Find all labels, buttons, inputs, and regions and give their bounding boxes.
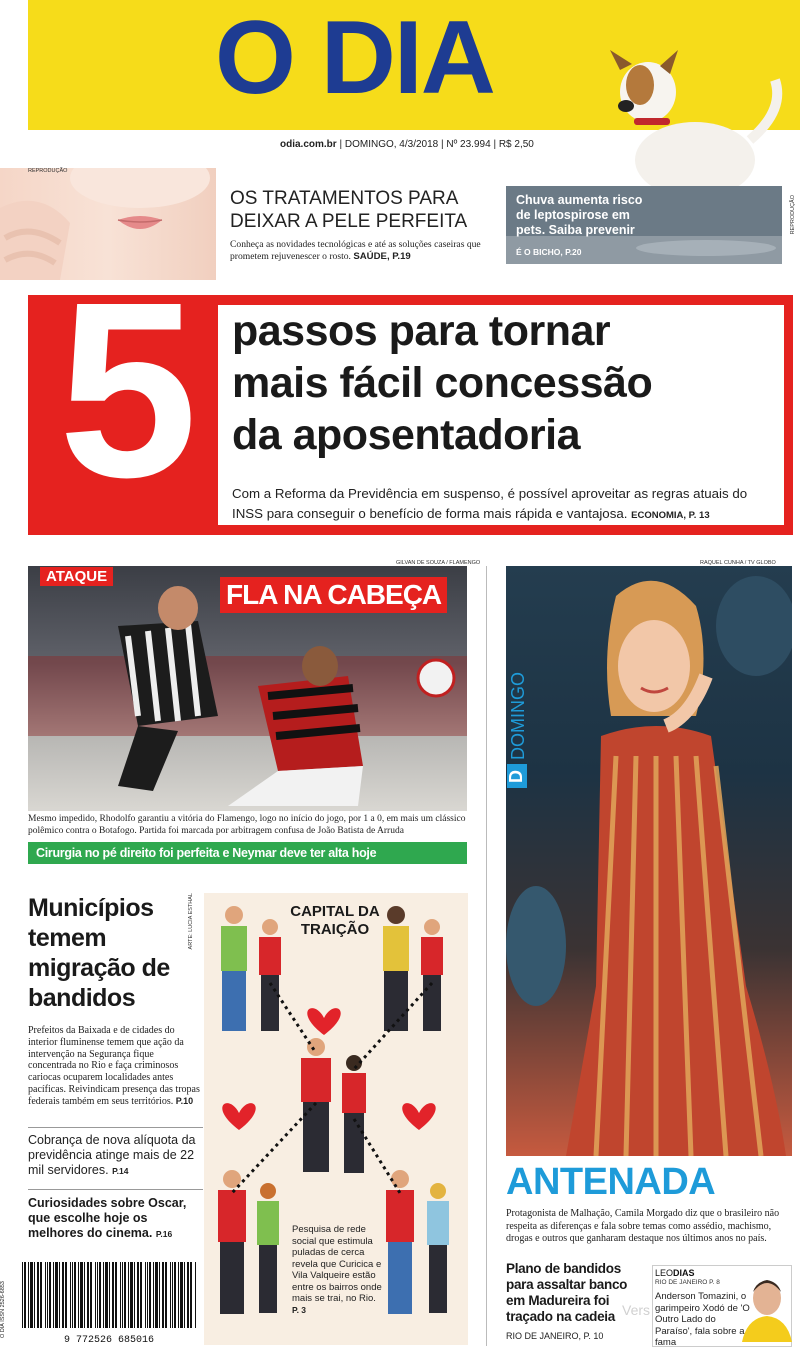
barcode-bar (47, 1262, 48, 1328)
issue-info (280, 139, 534, 150)
municipios-summary-text: Prefeitos da Baixada e de cidades do interior fluminense temem que ação da intervenção na Segurança fique concentrada no Rio e faça criminosos cariocas ocuparem localidades antes pacíficas. Reivindicam presença das tropas federais também em seus territórios. (28, 1025, 200, 1107)
barcode-bar (130, 1262, 133, 1328)
barcode-bar (72, 1262, 73, 1328)
page-ref[interactable]: SAÚDE, P.19 (353, 251, 411, 262)
heart-icon (402, 1103, 435, 1130)
barcode-bar (45, 1262, 46, 1328)
newspaper-logo[interactable]: O DIA (215, 0, 494, 116)
photo-credit: RAQUEL CUNHA / TV GLOBO (700, 560, 776, 566)
separator: | (441, 139, 444, 150)
barcode-bar (159, 1262, 160, 1328)
municipios-headline[interactable]: Municípios temem migração de bandidos (28, 894, 170, 1012)
issue-number: Nº 23.994 (446, 139, 491, 150)
infographic-title-line: TRAIÇÃO (300, 921, 370, 938)
couple-bottom-right (386, 1170, 449, 1314)
barcode-bar (128, 1262, 129, 1328)
barcode-bar (24, 1262, 26, 1328)
barcode-bar (97, 1262, 98, 1328)
actress-photo[interactable] (506, 566, 792, 1156)
main-headline-line: da aposentadoria (232, 411, 581, 459)
page-ref[interactable]: É O BICHO, P.20 (516, 247, 582, 257)
divider (28, 1127, 203, 1128)
barcode-bar (145, 1262, 146, 1328)
watermark: Vers (622, 1302, 651, 1318)
page-ref[interactable]: P.14 (112, 1166, 129, 1176)
issue-date: DOMINGO, 4/3/2018 (344, 139, 439, 150)
barcode-bar (122, 1262, 123, 1328)
barcode-bar (165, 1262, 167, 1328)
columnist-teaser[interactable]: Anderson Tomazini, o garimpeiro Xodó de 'O Outro Lado do Paraíso', fala sobre a fama (655, 1291, 750, 1348)
infographic-summary (292, 1224, 382, 1316)
barcode-bar (180, 1262, 183, 1328)
separator: | (339, 139, 343, 150)
domingo-logo-letter: D (506, 770, 526, 783)
columnist-ref: RIO DE JANEIRO P. 8 (655, 1279, 720, 1286)
barcode-bar (149, 1262, 151, 1328)
issn-text: O DIA ISSN 2526-6853 (0, 1281, 6, 1338)
couple-bottom-left (218, 1170, 279, 1314)
barcode-bar (134, 1262, 135, 1328)
barcode-bar (80, 1262, 83, 1328)
skin-summary-text: Conheça as novidades tecnológicas e até as soluções caseiras que prometem rejuvenescer o rosto. (230, 239, 481, 262)
main-summary (232, 484, 780, 526)
domingo-summary: Protagonista de Malhação, Camila Morgado diz que o brasileiro não respeita as diferenças e fala sobre temas como assédio, machismo, drogas e outros que ganharam destaque nos últimos anos no país. (506, 1208, 780, 1244)
columnist-name-prefix: LEO (655, 1268, 674, 1278)
plano-headline[interactable]: Plano de bandidos para assaltar banco em Madureira foi traçado na cadeia (506, 1261, 628, 1324)
barcode-bar (30, 1262, 33, 1328)
sports-headline[interactable]: FLA NA CABEÇA (220, 577, 447, 613)
photo-credit: GILVAN DE SOUZA / FLAMENGO (396, 560, 481, 566)
barcode-bar (178, 1262, 179, 1328)
barcode-bar (62, 1262, 64, 1328)
page-ref[interactable]: P. 3 (292, 1304, 307, 1315)
infographic-summary-text: Pesquisa de rede social que estimula puladas de cerca revela que Curicica e Vila Valqueire estão entre os bairros onde mais se trai, no Rio. (292, 1224, 382, 1304)
barcode-bar (55, 1262, 58, 1328)
section-tag: ATAQUE (40, 567, 113, 586)
municipios-summary (28, 1025, 203, 1108)
barcode-bar (195, 1262, 196, 1328)
pets-headline[interactable]: Chuva aumenta risco de leptospirose em pets. Saiba prevenir (516, 193, 643, 237)
neymar-headline[interactable]: Cirurgia no pé direito foi perfeita e Neymar deve ter alta hoje (28, 842, 467, 864)
barcode-bar (190, 1262, 192, 1328)
barcode-bar (105, 1262, 108, 1328)
site-link[interactable]: odia.com.br (280, 139, 337, 150)
barcode-bar (70, 1262, 71, 1328)
barcode-bar (87, 1262, 89, 1328)
page-ref[interactable]: P.16 (155, 1229, 173, 1239)
barcode-bar (53, 1262, 54, 1328)
page-ref[interactable]: RIO DE JANEIRO, P. 10 (506, 1331, 604, 1341)
barcode-bar (120, 1262, 121, 1328)
infographic-title[interactable] (270, 903, 400, 939)
barcode-bar (84, 1262, 85, 1328)
column-divider (486, 566, 487, 1346)
domingo-headline[interactable]: ANTENADA (506, 1161, 716, 1203)
page-ref[interactable]: ECONOMIA, P. 13 (631, 510, 710, 521)
barcode-bar (153, 1262, 154, 1328)
heart-icon (222, 1103, 255, 1130)
barcode-bar (172, 1262, 173, 1328)
barcode-bar (34, 1262, 35, 1328)
barcode-bar (124, 1262, 126, 1328)
actress-illustration (506, 566, 792, 1156)
aliquota-headline[interactable] (28, 1133, 203, 1179)
barcode-bar (115, 1262, 117, 1328)
couple-center (301, 1038, 366, 1173)
divider (28, 1189, 203, 1190)
barcode-bar (37, 1262, 39, 1328)
sports-caption: Mesmo impedido, Rhodolfo garantiu a vitória do Flamengo, logo no início do jogo, por 1 a 0, em mais um clássico polêmico contra o Botafogo. Partida foi marcada por arbitragem confusa de João Batista de Arruda (28, 814, 466, 836)
barcode-bar (49, 1262, 51, 1328)
separator: | (493, 139, 497, 150)
columnist-name[interactable] (655, 1268, 695, 1278)
barcode-bar (170, 1262, 171, 1328)
heart-icon (307, 1008, 340, 1035)
photo-credit: REPRODUÇÃO (790, 195, 796, 235)
art-credit: ARTE: LUCIA ESTHAL (188, 893, 194, 950)
barcode-bar (74, 1262, 76, 1328)
barcode-bar (22, 1262, 23, 1328)
photo-credit: REPRODUÇÃO (28, 168, 68, 174)
barcode-bar (187, 1262, 189, 1328)
barcode-bar (78, 1262, 79, 1328)
barcode-digits: 9 772526 685016 (63, 1335, 155, 1346)
columnist-name-suffix: DIAS (673, 1268, 695, 1278)
barcode-bar (103, 1262, 104, 1328)
barcode-bar (112, 1262, 114, 1328)
barcode-bar (174, 1262, 176, 1328)
skin-summary (230, 239, 500, 263)
barcode-bar (137, 1262, 139, 1328)
page-ref[interactable]: P.10 (175, 1095, 194, 1106)
issue-price: R$ 2,50 (498, 139, 534, 150)
domingo-label-text: DOMINGO (508, 672, 528, 760)
barcode-bar (59, 1262, 60, 1328)
barcode-bar (99, 1262, 101, 1328)
skin-headline-line: DEIXAR A PELE PERFEITA (230, 211, 468, 232)
barcode-bar (184, 1262, 185, 1328)
skin-headline-line: OS TRATAMENTOS PARA (230, 188, 459, 209)
barcode-bar (40, 1262, 42, 1328)
barcode (10, 1256, 208, 1346)
barcode-bar (140, 1262, 142, 1328)
barcode-bar (162, 1262, 164, 1328)
domingo-section-label (505, 660, 529, 790)
oscar-headline[interactable] (28, 1196, 203, 1242)
barcode-bar (65, 1262, 67, 1328)
columnist-avatar (742, 1268, 792, 1342)
barcode-bar (147, 1262, 148, 1328)
oscar-text: Curiosidades sobre Oscar, que escolhe hoje os melhores do cinema. (28, 1196, 187, 1240)
skin-headline[interactable] (230, 187, 467, 233)
barcode-bar (109, 1262, 110, 1328)
main-headline-line: passos para tornar (232, 307, 611, 355)
barcode-bar (28, 1262, 29, 1328)
main-headline[interactable] (232, 305, 777, 461)
barcode-bar (95, 1262, 96, 1328)
big-number: 5 (58, 250, 198, 529)
barcode-bar (155, 1262, 158, 1328)
main-headline-line: mais fácil concessão (232, 359, 653, 407)
infographic-title-line: CAPITAL DA (290, 903, 380, 920)
barcode-bars (22, 1262, 196, 1328)
aliquota-text: Cobrança de nova alíquota da previdência atinge mais de 22 mil servidores. (28, 1133, 196, 1177)
barcode-bar (90, 1262, 92, 1328)
main-summary-text: Com a Reforma da Previdência em suspenso, é possível aproveitar as regras atuais do INSS para conseguir o benefício de forma mais rápida e vantajosa. (232, 486, 748, 521)
